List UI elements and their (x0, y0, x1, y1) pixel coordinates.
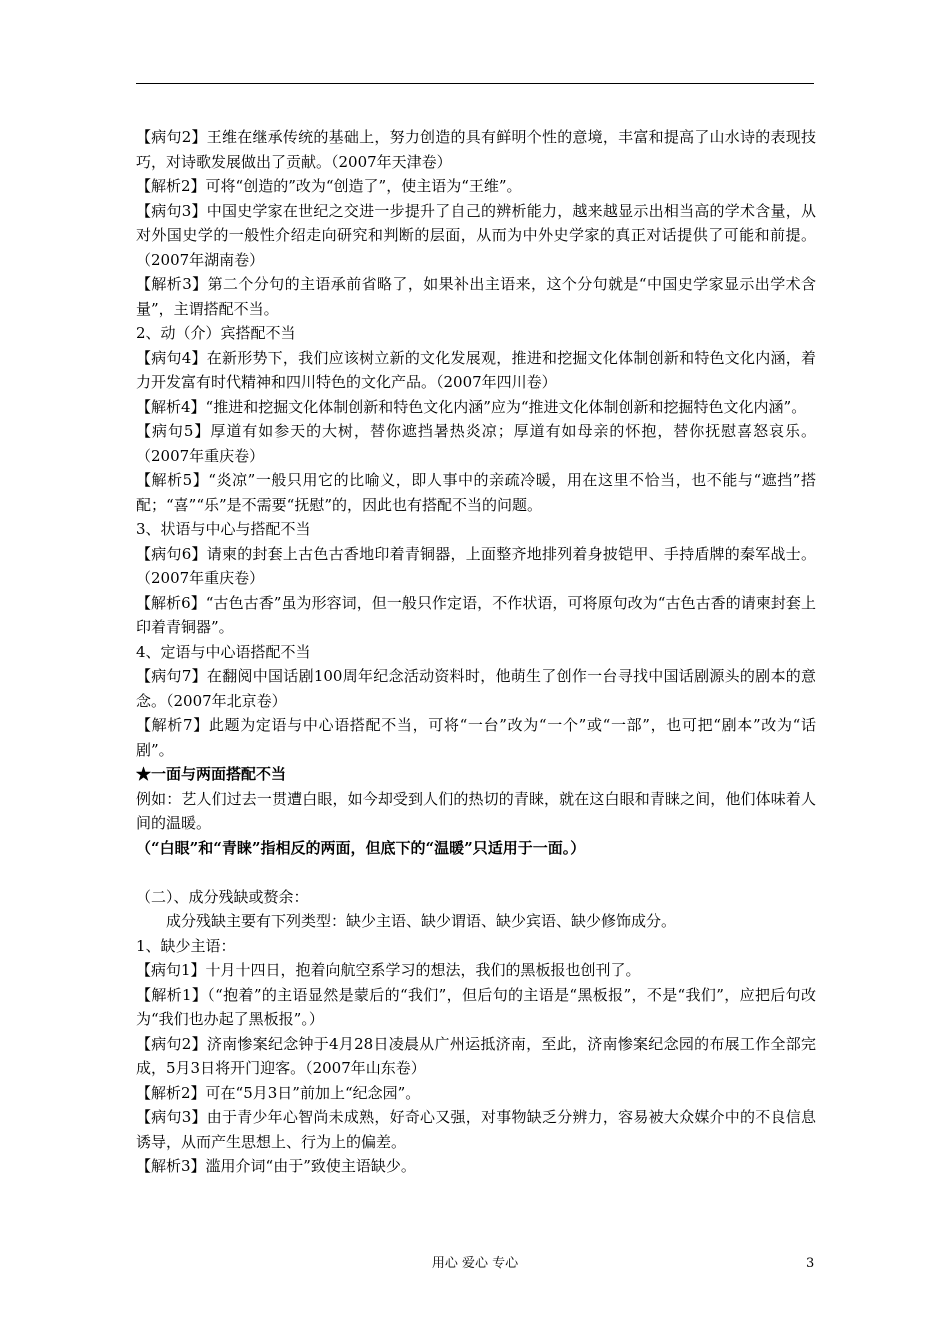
paragraph: 【解析3】第二个分句的主语承前省略了，如果补出主语来，这个分句就是“中国史学家显示出学术含量”，主谓搭配不当。 (136, 275, 816, 318)
paragraph: 成分残缺主要有下列类型：缺少主语、缺少谓语、缺少宾语、缺少修饰成分。 (166, 912, 677, 930)
paragraph: 【病句5】厚道有如参天的大树，替你遮挡暑热炎凉；厚道有如母亲的怀抱，替你抚慰喜怒哀乐。（2007年重庆卷） (136, 422, 816, 465)
paragraph: 【解析1】（“抱着”的主语显然是蒙后的“我们”，但后句的主语是“黑板报”，不是“我们”，应把后句改为“我们也办起了黑板报”。） (136, 985, 816, 1028)
paragraph: 【病句6】请柬的封套上古色古香地印着青铜器，上面整齐地排列着身披铠甲、手持盾牌的秦军战士。（2007年重庆卷） (136, 544, 816, 587)
section-heading: 4、定语与中心语搭配不当 (136, 642, 311, 661)
document-body (136, 125, 816, 1179)
paragraph: 【解析2】可将“创造的”改为“创造了”，使主语为“王维”。 (136, 177, 522, 195)
paragraph: 【解析6】“古色古香”虽为形容词，但一般只作定语，不作状语，可将原句改为“古色古香的请柬封套上印着青铜器”。 (136, 593, 816, 636)
section-heading: 2、动（介）宾搭配不当 (136, 324, 296, 342)
paragraph: 【病句3】中国史学家在世纪之交进一步提升了自己的辨析能力，越来越显示出相当高的学术含量，从对外国史学的一般性介绍走向研究和判断的层面，从而为中外史学家的真正对话提供了可能和前提。（2007年湖南卷） (136, 201, 816, 269)
section-heading: 1、缺少主语： (136, 936, 236, 955)
paragraph: 例如：艺人们过去一贯遭白眼，如今却受到人们的热切的青睐，就在这白眼和青睐之间，他们体味着人间的温暖。 (136, 789, 816, 832)
paragraph: 【病句4】在新形势下，我们应该树立新的文化发展观，推进和挖掘文化体制创新和特色文化内涵，着力开发富有时代精神和四川特色的文化产品。（2007年四川卷） (136, 348, 816, 391)
paragraph: 【病句2】济南惨案纪念钟于4月28日凌晨从广州运抵济南，至此，济南惨案纪念园的布展工作全部完成，5月3日将开门迎客。（2007年山东卷） (136, 1034, 816, 1077)
footer-text: 用心 爱心 专心 (431, 1256, 519, 1271)
header-rule (136, 83, 814, 84)
bold-heading: ★一面与两面搭配不当 (136, 765, 287, 783)
section-heading: 3、状语与中心与搭配不当 (136, 520, 311, 538)
blank-line (136, 860, 816, 885)
page-number: 3 (806, 1256, 815, 1271)
paragraph: 【解析5】“炎凉”一般只用它的比喻义，即人事中的亲疏冷暖，用在这里不恰当，也不能与“遮挡”搭配；“喜”“乐”是不需要“抚慰”的，因此也有搭配不当的问题。 (136, 471, 816, 514)
paragraph: 【病句1】十月十四日，抱着向航空系学习的想法，我们的黑板报也创刊了。 (136, 961, 641, 979)
paragraph: 【病句7】在翻阅中国话剧100周年纪念活动资料时，他萌生了创作一台寻找中国话剧源头的剧本的意念。（2007年北京卷） (136, 667, 816, 710)
paragraph: 【病句2】王维在继承传统的基础上，努力创造的具有鲜明个性的意境，丰富和提高了山水诗的表现技巧，对诗歌发展做出了贡献。（2007年天津卷） (136, 128, 816, 171)
paragraph: 【解析7】此题为定语与中心语搭配不当，可将“一台”改为“一个”或“一部”，也可把“剧本”改为“话剧”。 (136, 716, 816, 759)
paragraph: 【病句3】由于青少年心智尚未成熟，好奇心又强，对事物缺乏分辨力，容易被大众媒介中的不良信息诱导，从而产生思想上、行为上的偏差。 (136, 1108, 816, 1151)
paragraph: 【解析2】可在“5月3日”前加上“纪念园”。 (136, 1083, 421, 1102)
paragraph: 【解析4】“推进和挖掘文化体制创新和特色文化内涵”应为“推进文化体制创新和挖掘特色文化内涵”。 (136, 397, 807, 416)
page-footer (0, 1254, 950, 1274)
paragraph: 【解析3】滥用介词“由于”致使主语缺少。 (136, 1157, 416, 1175)
bold-note: （“白眼”和“青睐”指相反的两面，但底下的“温暖”只适用于一面。） (136, 838, 586, 857)
section-heading: （二）、成分残缺或赘余： (136, 887, 309, 906)
